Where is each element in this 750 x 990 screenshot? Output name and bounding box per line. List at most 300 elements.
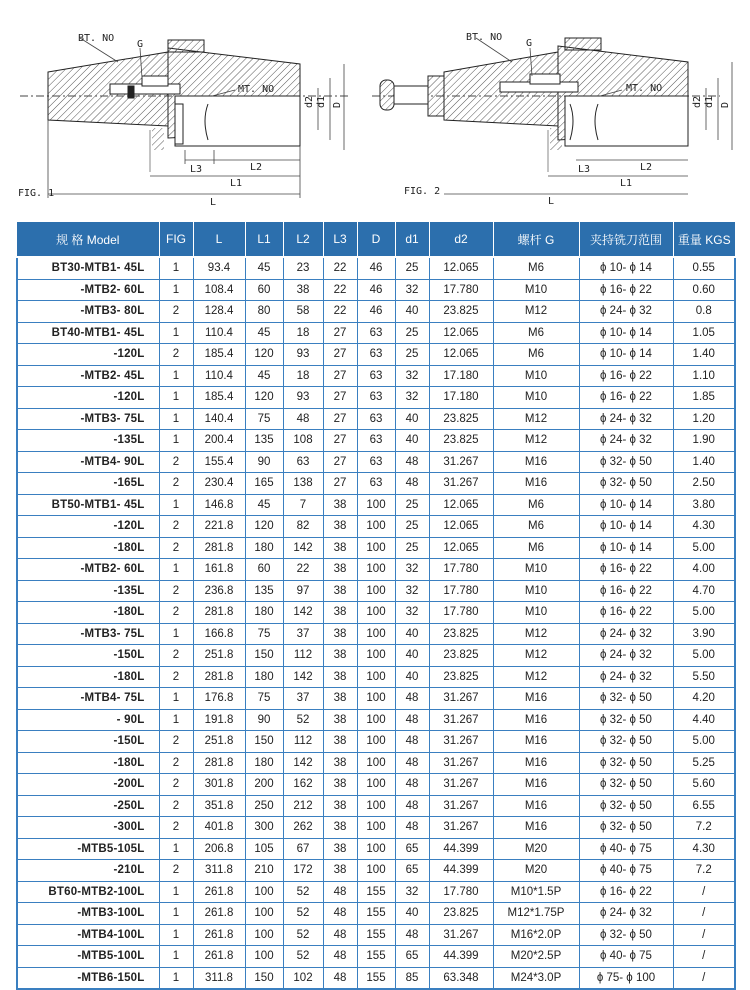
table-cell: 27 — [323, 344, 357, 366]
table-cell: 85 — [395, 967, 429, 989]
table-row — [17, 494, 735, 516]
table-cell: 48 — [323, 881, 357, 903]
table-cell: M16 — [493, 752, 579, 774]
table-cell: 17.780 — [429, 580, 493, 602]
table-cell: M10 — [493, 279, 579, 301]
table-cell: 1.05 — [673, 322, 735, 344]
table-cell: 31.267 — [429, 774, 493, 796]
table-cell: ϕ 24- ϕ 32 — [579, 623, 673, 645]
table-cell: 1 — [159, 967, 193, 989]
model-cell: - 90L — [17, 709, 159, 731]
table-cell: 48 — [395, 924, 429, 946]
table-cell: 236.8 — [193, 580, 245, 602]
table-cell: 351.8 — [193, 795, 245, 817]
table-cell: 4.70 — [673, 580, 735, 602]
table-cell: 48 — [395, 709, 429, 731]
table-cell: 32 — [395, 602, 429, 624]
table-cell: 63 — [357, 408, 395, 430]
table-row — [17, 516, 735, 538]
table-cell: 281.8 — [193, 602, 245, 624]
table-cell: M16 — [493, 731, 579, 753]
table-cell: M6 — [493, 257, 579, 279]
table-row — [17, 451, 735, 473]
table-cell: ϕ 32- ϕ 50 — [579, 795, 673, 817]
table-cell: 250 — [245, 795, 283, 817]
table-cell: 162 — [283, 774, 323, 796]
table-cell: ϕ 40- ϕ 75 — [579, 946, 673, 968]
table-cell: 2 — [159, 731, 193, 753]
table-cell: M16 — [493, 817, 579, 839]
table-cell: 100 — [357, 688, 395, 710]
table-cell: 4.30 — [673, 838, 735, 860]
table-row — [17, 795, 735, 817]
table-cell: 1.40 — [673, 451, 735, 473]
table-cell: 301.8 — [193, 774, 245, 796]
table-cell: ϕ 32- ϕ 50 — [579, 709, 673, 731]
table-cell: 63 — [357, 451, 395, 473]
spec-table-body — [17, 257, 735, 989]
table-cell: M6 — [493, 516, 579, 538]
table-cell: 1 — [159, 924, 193, 946]
table-row — [17, 623, 735, 645]
table-cell: 1 — [159, 688, 193, 710]
table-cell: 0.60 — [673, 279, 735, 301]
model-cell: -MTB3- 75L — [17, 623, 159, 645]
table-cell: 12.065 — [429, 257, 493, 279]
table-cell: 150 — [245, 731, 283, 753]
table-cell: 38 — [323, 688, 357, 710]
table-cell: 1 — [159, 623, 193, 645]
model-cell: -MTB3- 80L — [17, 301, 159, 323]
table-cell: 48 — [395, 688, 429, 710]
table-cell: 140.4 — [193, 408, 245, 430]
table-row — [17, 430, 735, 452]
table-cell: 23.825 — [429, 623, 493, 645]
model-cell: -135L — [17, 580, 159, 602]
table-cell: 1 — [159, 279, 193, 301]
model-cell: -250L — [17, 795, 159, 817]
model-cell: -MTB6-150L — [17, 967, 159, 989]
table-cell: 100 — [357, 860, 395, 882]
table-cell: 32 — [395, 559, 429, 581]
table-cell: 27 — [323, 365, 357, 387]
table-cell: 52 — [283, 709, 323, 731]
table-cell: 38 — [323, 623, 357, 645]
table-row — [17, 817, 735, 839]
table-cell: 65 — [395, 860, 429, 882]
table-cell: 38 — [323, 817, 357, 839]
table-cell: 17.780 — [429, 881, 493, 903]
model-cell: -MTB2- 60L — [17, 559, 159, 581]
table-cell: 3.80 — [673, 494, 735, 516]
table-cell: 65 — [395, 838, 429, 860]
model-cell: -MTB2- 60L — [17, 279, 159, 301]
table-cell: 25 — [395, 494, 429, 516]
table-cell: 100 — [357, 580, 395, 602]
table-cell: 128.4 — [193, 301, 245, 323]
table-cell: 261.8 — [193, 903, 245, 925]
table-cell: 142 — [283, 537, 323, 559]
table-row — [17, 967, 735, 989]
table-cell: ϕ 32- ϕ 50 — [579, 817, 673, 839]
table-cell: 32 — [395, 387, 429, 409]
table-cell: ϕ 24- ϕ 32 — [579, 666, 673, 688]
table-cell: 6.55 — [673, 795, 735, 817]
table-row — [17, 322, 735, 344]
table-cell: 1 — [159, 365, 193, 387]
table-cell: 112 — [283, 731, 323, 753]
table-cell: 2 — [159, 817, 193, 839]
table-cell: ϕ 32- ϕ 50 — [579, 924, 673, 946]
table-row — [17, 838, 735, 860]
table-cell: 165 — [245, 473, 283, 495]
table-cell: 7 — [283, 494, 323, 516]
table-cell: 31.267 — [429, 451, 493, 473]
fig2-mt-label: MT. NO — [626, 83, 663, 94]
table-cell: 212 — [283, 795, 323, 817]
table-cell: 82 — [283, 516, 323, 538]
table-cell: 17.780 — [429, 279, 493, 301]
table-cell: 100 — [357, 666, 395, 688]
table-cell: ϕ 16- ϕ 22 — [579, 881, 673, 903]
table-cell: M16 — [493, 709, 579, 731]
table-cell: M10 — [493, 559, 579, 581]
table-cell: 31.267 — [429, 817, 493, 839]
table-cell: 45 — [245, 322, 283, 344]
table-cell: 155 — [357, 924, 395, 946]
table-cell: 3.90 — [673, 623, 735, 645]
table-cell: 22 — [323, 257, 357, 279]
table-cell: 5.00 — [673, 602, 735, 624]
table-cell: 52 — [283, 924, 323, 946]
table-cell: 31.267 — [429, 731, 493, 753]
table-cell: 1.40 — [673, 344, 735, 366]
table-cell: 38 — [323, 516, 357, 538]
model-cell: -120L — [17, 516, 159, 538]
column-header: 规 格 Model — [17, 222, 159, 257]
table-cell: M10*1.5P — [493, 881, 579, 903]
table-cell: ϕ 40- ϕ 75 — [579, 860, 673, 882]
table-cell: ϕ 32- ϕ 50 — [579, 688, 673, 710]
table-cell: 1 — [159, 838, 193, 860]
table-cell: M16 — [493, 473, 579, 495]
column-header: L3 — [323, 222, 357, 257]
table-cell: 2 — [159, 344, 193, 366]
table-cell: ϕ 24- ϕ 32 — [579, 645, 673, 667]
table-cell: 40 — [395, 666, 429, 688]
table-cell: ϕ 10- ϕ 14 — [579, 494, 673, 516]
table-cell: 25 — [395, 322, 429, 344]
table-cell: 46 — [357, 301, 395, 323]
table-cell: 63 — [283, 451, 323, 473]
fig2-bt-label: BT. NO — [466, 32, 503, 43]
table-cell: 1 — [159, 408, 193, 430]
fig1-L1-label: L1 — [230, 178, 243, 189]
table-cell: 180 — [245, 666, 283, 688]
table-cell: M12 — [493, 408, 579, 430]
table-cell: 5.60 — [673, 774, 735, 796]
model-cell: -120L — [17, 344, 159, 366]
table-cell: 150 — [245, 645, 283, 667]
table-cell: 18 — [283, 322, 323, 344]
model-cell: -MTB4- 75L — [17, 688, 159, 710]
table-cell: M16 — [493, 774, 579, 796]
table-cell: 100 — [357, 602, 395, 624]
table-cell: 261.8 — [193, 924, 245, 946]
table-cell: 1 — [159, 494, 193, 516]
table-cell: 40 — [395, 623, 429, 645]
table-cell: 22 — [283, 559, 323, 581]
table-cell: ϕ 16- ϕ 22 — [579, 365, 673, 387]
table-cell: 38 — [323, 838, 357, 860]
table-cell: 60 — [245, 559, 283, 581]
model-cell: -180L — [17, 666, 159, 688]
table-cell: 45 — [245, 494, 283, 516]
table-cell: 12.065 — [429, 344, 493, 366]
table-cell: 23.825 — [429, 903, 493, 925]
table-cell: ϕ 16- ϕ 22 — [579, 279, 673, 301]
table-cell: 180 — [245, 537, 283, 559]
table-cell: 100 — [357, 709, 395, 731]
table-cell: 5.50 — [673, 666, 735, 688]
table-cell: 48 — [323, 903, 357, 925]
table-row — [17, 924, 735, 946]
table-cell: 40 — [395, 408, 429, 430]
table-cell: 7.2 — [673, 860, 735, 882]
fig2-g-label: G — [526, 38, 533, 49]
table-cell: 27 — [323, 451, 357, 473]
technical-drawings — [0, 0, 750, 215]
fig2-d1-label: d1 — [704, 95, 715, 108]
table-cell: 17.780 — [429, 602, 493, 624]
table-cell: 93 — [283, 344, 323, 366]
table-cell: 2 — [159, 602, 193, 624]
table-cell: 281.8 — [193, 666, 245, 688]
table-cell: 2.50 — [673, 473, 735, 495]
column-header: 螺杆 G — [493, 222, 579, 257]
table-cell: 1 — [159, 559, 193, 581]
table-cell: 100 — [245, 903, 283, 925]
table-cell: 44.399 — [429, 946, 493, 968]
table-row — [17, 860, 735, 882]
table-cell: 80 — [245, 301, 283, 323]
table-cell: 311.8 — [193, 967, 245, 989]
table-cell: M12 — [493, 645, 579, 667]
column-header: 夹持铣刀范围 — [579, 222, 673, 257]
table-cell: 5.25 — [673, 752, 735, 774]
model-cell: -150L — [17, 645, 159, 667]
table-cell: 75 — [245, 688, 283, 710]
table-cell: 32 — [395, 580, 429, 602]
model-cell: -200L — [17, 774, 159, 796]
table-cell: ϕ 24- ϕ 32 — [579, 301, 673, 323]
table-cell: 108 — [283, 430, 323, 452]
table-cell: 48 — [283, 408, 323, 430]
table-cell: 27 — [323, 473, 357, 495]
model-cell: -150L — [17, 731, 159, 753]
table-cell: 22 — [323, 279, 357, 301]
table-row — [17, 709, 735, 731]
table-cell: 90 — [245, 451, 283, 473]
table-cell: 38 — [323, 645, 357, 667]
table-cell: 200.4 — [193, 430, 245, 452]
table-cell: 38 — [323, 731, 357, 753]
table-cell: M24*3.0P — [493, 967, 579, 989]
table-row — [17, 559, 735, 581]
table-cell: 45 — [245, 365, 283, 387]
table-cell: M10 — [493, 387, 579, 409]
model-cell: -300L — [17, 817, 159, 839]
table-row — [17, 473, 735, 495]
column-header: 重量 KGS — [673, 222, 735, 257]
table-cell: 52 — [283, 881, 323, 903]
model-cell: -180L — [17, 752, 159, 774]
fig2-L1-label: L1 — [620, 178, 633, 189]
table-cell: 27 — [323, 387, 357, 409]
table-cell: ϕ 16- ϕ 22 — [579, 602, 673, 624]
table-cell: ϕ 16- ϕ 22 — [579, 387, 673, 409]
table-cell: 206.8 — [193, 838, 245, 860]
table-cell: 2 — [159, 516, 193, 538]
table-cell: ϕ 24- ϕ 32 — [579, 903, 673, 925]
table-cell: 46 — [357, 279, 395, 301]
table-cell: 12.065 — [429, 516, 493, 538]
table-cell: M12 — [493, 430, 579, 452]
table-cell: 90 — [245, 709, 283, 731]
table-cell: 191.8 — [193, 709, 245, 731]
table-cell: 75 — [245, 408, 283, 430]
table-cell: 12.065 — [429, 494, 493, 516]
table-cell: 0.55 — [673, 257, 735, 279]
model-cell: -MTB4-100L — [17, 924, 159, 946]
table-cell: 23.825 — [429, 430, 493, 452]
table-cell: 5.00 — [673, 731, 735, 753]
table-cell: 38 — [323, 860, 357, 882]
column-header: FIG — [159, 222, 193, 257]
drawings-area — [0, 0, 750, 215]
table-cell: 155 — [357, 946, 395, 968]
model-cell: -180L — [17, 537, 159, 559]
table-cell: 230.4 — [193, 473, 245, 495]
table-cell: 281.8 — [193, 752, 245, 774]
table-cell: 63 — [357, 387, 395, 409]
table-cell: 38 — [323, 494, 357, 516]
table-cell: 25 — [395, 516, 429, 538]
table-cell: ϕ 10- ϕ 14 — [579, 537, 673, 559]
column-header: d2 — [429, 222, 493, 257]
table-cell: 2 — [159, 580, 193, 602]
table-cell: 4.20 — [673, 688, 735, 710]
table-cell: 281.8 — [193, 537, 245, 559]
table-cell: ϕ 24- ϕ 32 — [579, 430, 673, 452]
table-cell: 2 — [159, 774, 193, 796]
table-cell: 142 — [283, 602, 323, 624]
table-cell: M6 — [493, 537, 579, 559]
table-cell: 32 — [395, 881, 429, 903]
spec-table-header — [17, 222, 735, 257]
table-row — [17, 365, 735, 387]
table-cell: 311.8 — [193, 860, 245, 882]
table-cell: 2 — [159, 473, 193, 495]
table-cell: 48 — [395, 731, 429, 753]
table-cell: 23.825 — [429, 408, 493, 430]
table-cell: 38 — [323, 559, 357, 581]
table-cell: 221.8 — [193, 516, 245, 538]
model-cell: -135L — [17, 430, 159, 452]
table-cell: 185.4 — [193, 387, 245, 409]
table-cell: 1 — [159, 709, 193, 731]
table-cell: 138 — [283, 473, 323, 495]
table-cell: M16*2.0P — [493, 924, 579, 946]
table-cell: / — [673, 967, 735, 989]
table-cell: M12 — [493, 301, 579, 323]
model-cell: BT40-MTB1- 45L — [17, 322, 159, 344]
table-cell: 0.8 — [673, 301, 735, 323]
table-cell: 100 — [357, 645, 395, 667]
table-cell: 108.4 — [193, 279, 245, 301]
column-header: L1 — [245, 222, 283, 257]
table-cell: 31.267 — [429, 795, 493, 817]
table-cell: ϕ 40- ϕ 75 — [579, 838, 673, 860]
table-cell: 17.180 — [429, 365, 493, 387]
table-cell: 100 — [357, 537, 395, 559]
table-cell: ϕ 75- ϕ 100 — [579, 967, 673, 989]
table-cell: 1.20 — [673, 408, 735, 430]
fig1-d1-label: d1 — [316, 95, 327, 108]
table-cell: 31.267 — [429, 924, 493, 946]
table-cell: 63 — [357, 473, 395, 495]
table-cell: / — [673, 881, 735, 903]
table-cell: M12 — [493, 666, 579, 688]
fig2-D-label: D — [720, 101, 731, 108]
table-cell: 161.8 — [193, 559, 245, 581]
table-cell: 4.30 — [673, 516, 735, 538]
table-cell: 200 — [245, 774, 283, 796]
table-cell: 100 — [357, 774, 395, 796]
table-cell: 100 — [357, 731, 395, 753]
table-cell: 48 — [395, 451, 429, 473]
figure-2-drawing — [372, 38, 720, 172]
column-header: L2 — [283, 222, 323, 257]
table-cell: ϕ 32- ϕ 50 — [579, 473, 673, 495]
fig2-d2-label: d2 — [692, 95, 703, 108]
table-cell: 32 — [395, 365, 429, 387]
table-cell: 100 — [357, 623, 395, 645]
table-cell: 48 — [323, 967, 357, 989]
table-cell: 112 — [283, 645, 323, 667]
table-cell: 31.267 — [429, 709, 493, 731]
fig1-d2-label: d2 — [304, 95, 315, 108]
model-cell: -MTB5-100L — [17, 946, 159, 968]
model-cell: BT30-MTB1- 45L — [17, 257, 159, 279]
table-cell: M20 — [493, 860, 579, 882]
column-header: d1 — [395, 222, 429, 257]
table-row — [17, 688, 735, 710]
table-cell: / — [673, 946, 735, 968]
table-cell: 2 — [159, 451, 193, 473]
table-cell: 1 — [159, 387, 193, 409]
table-cell: 166.8 — [193, 623, 245, 645]
table-cell: 63 — [357, 430, 395, 452]
table-cell: 27 — [323, 408, 357, 430]
table-cell: M16 — [493, 795, 579, 817]
table-cell: 48 — [323, 946, 357, 968]
table-row — [17, 903, 735, 925]
table-cell: 100 — [357, 795, 395, 817]
table-cell: M6 — [493, 344, 579, 366]
table-cell: 25 — [395, 344, 429, 366]
table-cell: 37 — [283, 623, 323, 645]
